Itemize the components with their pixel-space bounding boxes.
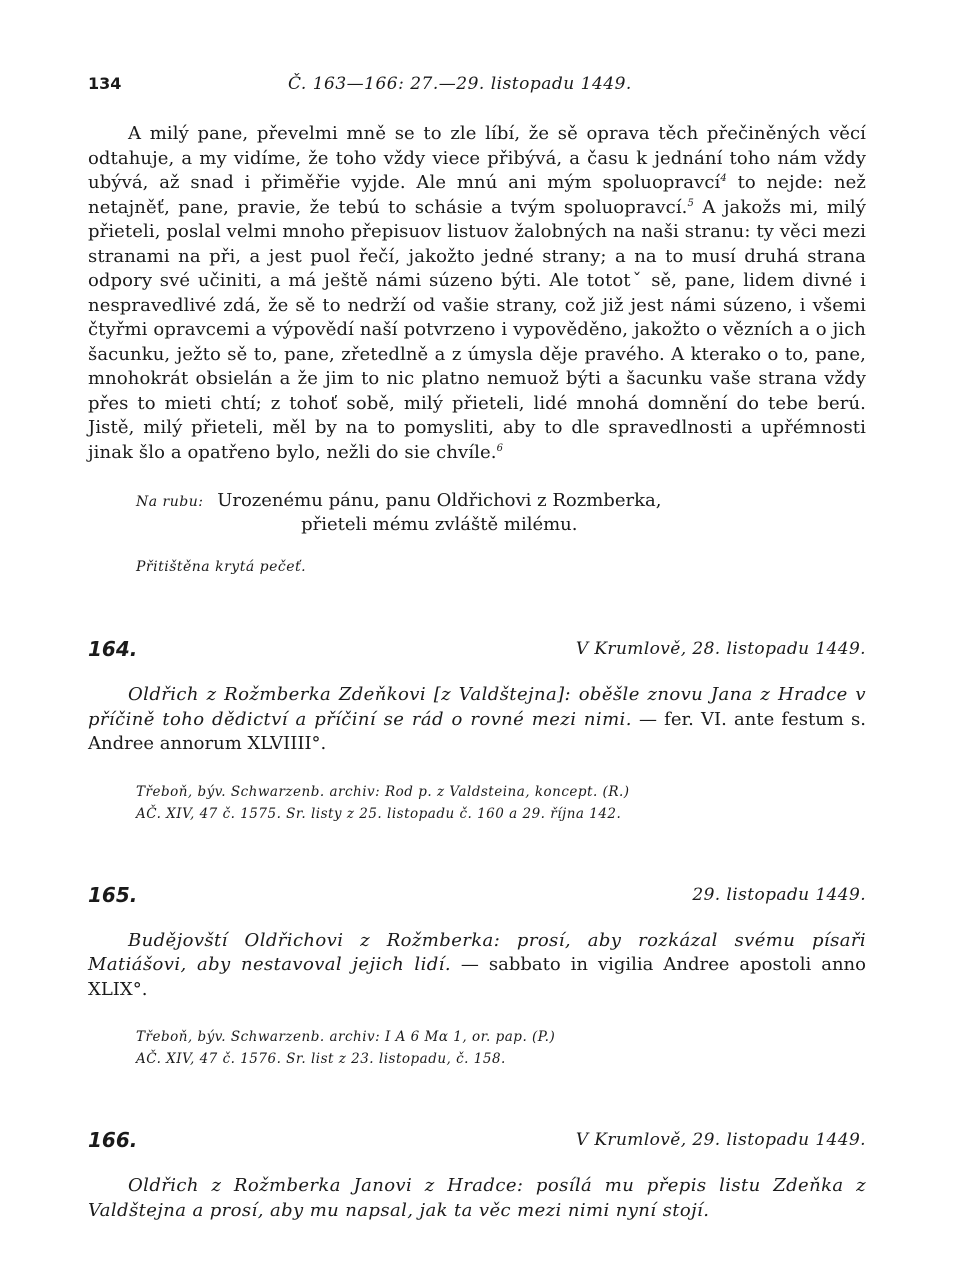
footnote-mark-4: 4: [720, 173, 727, 184]
entry-place-date: V Krumlově, 29. listopadu 1449.: [575, 1130, 866, 1150]
regest-roman: — sabbato in vigilia Andree apostoli anno XLIX°.: [88, 954, 866, 1000]
entry-number: 164.: [88, 637, 138, 661]
source-notes: [136, 781, 866, 825]
entry-165: [88, 883, 866, 1071]
entry-regest: [88, 683, 866, 757]
running-head: Č. 163—166: 27.—29. listopadu 1449.: [288, 74, 632, 94]
regest-italic: Budějovští Oldřichovi z Rožmberka: prosí, aby rozkázal svému písaři Matiášovi, aby nestavoval jejich lidí.: [88, 929, 866, 975]
footnote-mark-5: 5: [687, 197, 694, 209]
letter-body: [88, 122, 866, 465]
regest-roman: — fer. VI. ante festum s. Andree annorum XLVIIII°.: [88, 708, 866, 754]
address-block: [136, 489, 866, 537]
regest-italic: Oldřich z Rožmberka Zdeňkovi [z Valdštejna]: oběšle znovu Jana z Hradce v příčině toho dědictví a příčiní se rád o rovné mezi nimi.: [88, 684, 866, 730]
source-notes: [136, 1026, 866, 1070]
entry-place-date: 29. listopadu 1449.: [692, 884, 866, 905]
page-number: 134: [88, 74, 122, 93]
entry-number: 166.: [88, 1128, 138, 1152]
source-note-archive: Třeboň, býv. Schwarzenb. archiv: Rod p. z Valdsteina, koncept. (R.): [136, 783, 630, 800]
entry-heading: [88, 883, 866, 913]
seal-note: Přitištěna krytá pečeť.: [136, 559, 307, 575]
entry-place-date: V Krumlově, 28. listopadu 1449.: [575, 639, 866, 659]
footnote-mark-6: 6: [496, 442, 504, 454]
address-line-2: přieteli mému zvláště milému.: [301, 514, 578, 535]
entry-164: [88, 637, 866, 825]
regest-italic: Oldřich z Rožmberka Janovi z Hradce: posílá mu přepis listu Zdeňka z Valdštejna a prosí, aby mu napsal, jak ta věc mezi nimi nyní stojí.: [88, 1175, 866, 1221]
page-header: [88, 70, 866, 102]
entry-166: [88, 1128, 866, 1223]
source-note-archive: Třeboň, býv. Schwarzenb. archiv: I A 6 Mα 1, or. pap. (P.): [136, 1029, 556, 1045]
source-note-edition: AČ. XIV, 47 č. 1575. Sr. listy z 25. listopadu č. 160 a 29. října 142.: [136, 805, 622, 822]
address-label: Na rubu:: [136, 494, 204, 510]
letter-text-part-3: A jakožs mi, milý přieteli, poslal velmi mnoho přepisuov listuov žalobných na naši stranu: ty věci mezi stranami na při, a jest puol řečí, jakožto jedné strany; a na to musí druhá strana odpory své učiniti, a má ještě námi súzeno býti. Ale tototˇ sě, pane, lidem divné i nespravedlivé zdá, že sě to nedrží od vašie strany, což již jest námi súzeno, i všemi čtyřmi opravcemi a výpovědí naší potvrzeno i vypověděno, jakožto o vězních a o jich šacunku, ježto sě to, pane, zřetedlně a z úmysla děje pravého. A kterako o to, pane, mnohokrát obsielán a že jim to nic platno nemuož býti a šacunku vaše strana vždy přes to mieti chtí; z tohoť sobě, milý přieteli, lidé mnohá domnění do tebe berú. Jistě, milý přieteli, měl by na to pomysliti, aby to dle spravedlnosti a upřémnosti jinak šlo a opatřeno bylo, nežli do sie chvíle.: [88, 196, 866, 463]
entry-regest: [88, 929, 866, 1003]
letter-text-part-2: to nejde: než netajněť, pane, pravie, že tebú to schásie a tvým spoluopravcí.: [88, 172, 866, 218]
address-line-1: Urozenému pánu, panu Oldřichovi z Rozmberka,: [217, 490, 662, 511]
entry-heading: [88, 637, 866, 667]
letter-text-part-1: A milý pane, převelmi mně se to zle líbí, že sě oprava těch přečiněných věcí odtahuje, a my vidíme, že toho vždy viece přibývá, a času k jednání toho nám vždy ubývá, až snad i přiměřie vyjde. Ale mnú ani mým spoluopravcí: [88, 123, 866, 193]
entry-regest: [88, 1174, 866, 1223]
entry-number: 165.: [88, 882, 138, 907]
entry-heading: [88, 1128, 866, 1158]
source-note-edition: AČ. XIV, 47 č. 1576. Sr. list z 23. listopadu, č. 158.: [136, 1051, 506, 1067]
address-text: [217, 489, 661, 537]
